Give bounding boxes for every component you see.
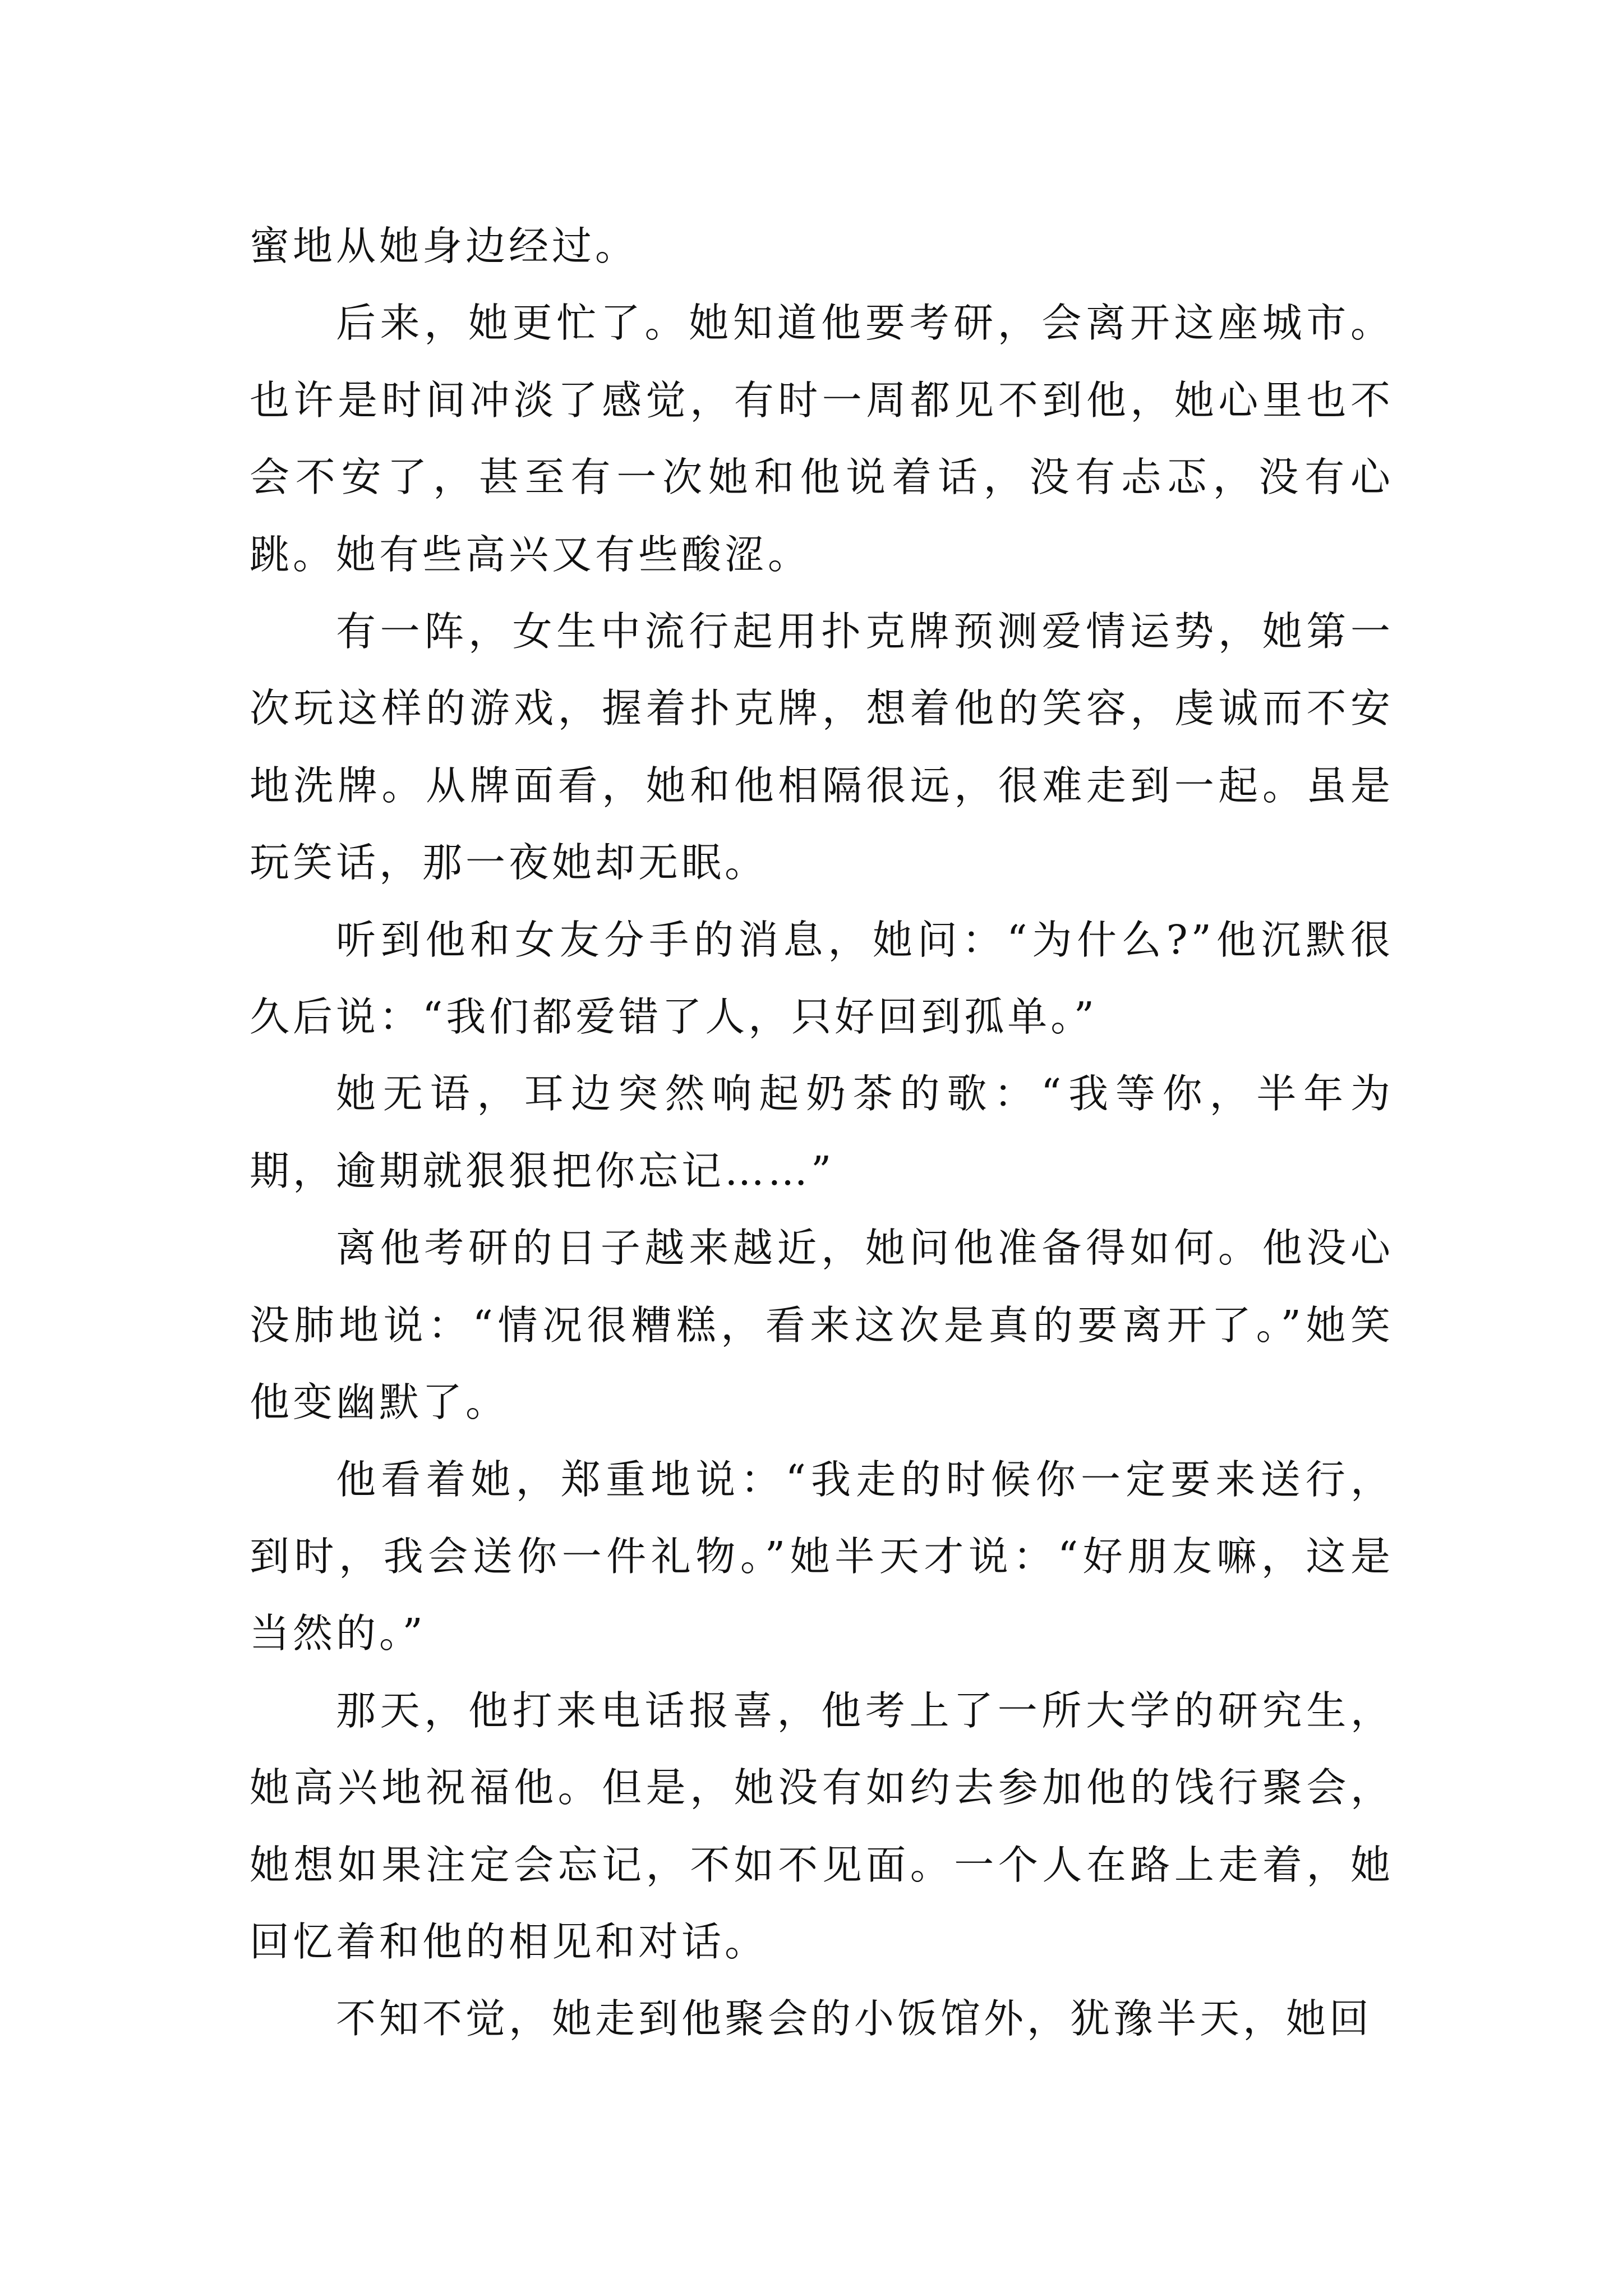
- paragraph: 他看着她，郑重地说：“我走的时候你一定要来送行，到时，我会送你一件礼物。”她半天才说：“好朋友嘛，这是当然的。”: [250, 1456, 1394, 1657]
- paragraph: 她无语，耳边突然响起奶茶的歌：“我等你，半年为期，逾期就狠狠把你忘记……”: [250, 1070, 1394, 1194]
- paragraph: 那天，他打来电话报喜，他考上了一所大学的研究生，她高兴地祝福他。但是，她没有如约去参加他的饯行聚会，她想如果注定会忘记，不如不见面。一个人在路上走着，她回忆着和他的相见和对话。: [250, 1687, 1394, 1965]
- paragraph: 后来，她更忙了。她知道他要考研，会离开这座城市。也许是时间冲淡了感觉，有时一周都见不到他，她心里也不会不安了，甚至有一次她和他说着话，没有忐忑，没有心跳。她有些高兴又有些酸涩。: [250, 300, 1394, 578]
- paragraph: 不知不觉，她走到他聚会的小饭馆外，犹豫半天，她回: [336, 1995, 1373, 2042]
- paragraph: 离他考研的日子越来越近，她问他准备得如何。他没心没肺地说：“情况很糟糕，看来这次是真的要离开了。”她笑他变幽默了。: [250, 1225, 1394, 1426]
- body-text: [250, 208, 1394, 2058]
- paragraph: 蜜地从她身边经过。: [250, 223, 639, 269]
- paragraph: 听到他和女友分手的消息，她问：“为什么?”他沉默很久后说：“我们都爱错了人，只好回到孤单。”: [250, 916, 1394, 1041]
- paragraph: 有一阵，女生中流行起用扑克牌预测爱情运势，她第一次玩这样的游戏，握着扑克牌，想着他的笑容，虔诚而不安地洗牌。从牌面看，她和他相隔很远，很难走到一起。虽是玩笑话，那一夜她却无眠。: [250, 608, 1394, 886]
